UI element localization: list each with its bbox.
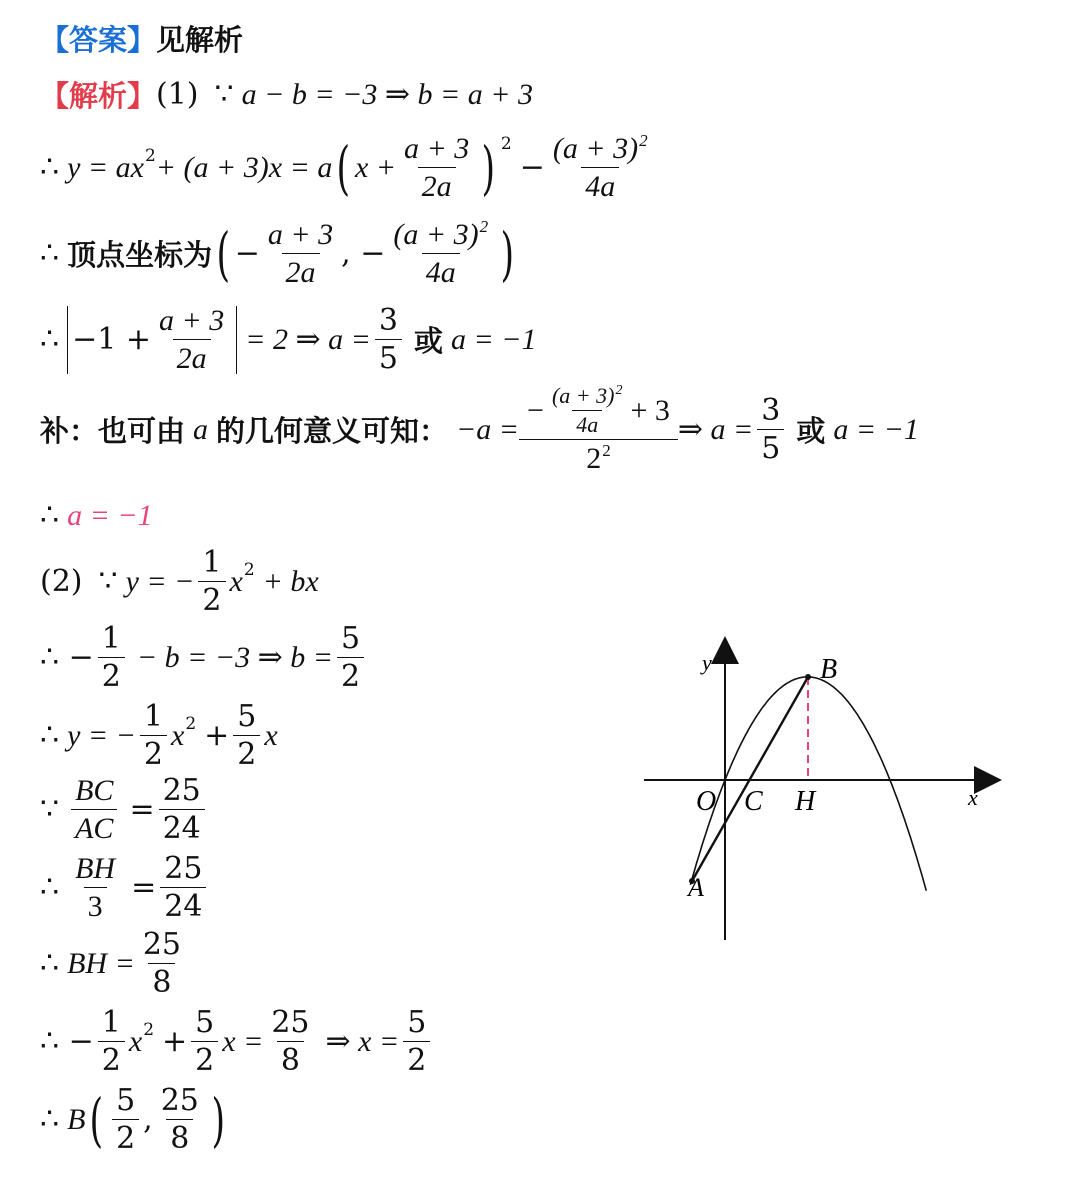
fraction (757, 394, 784, 465)
fraction (389, 218, 492, 289)
fraction-numerator: 1 (202, 545, 222, 580)
fraction-numerator: 5 (195, 1005, 215, 1040)
comma: , (143, 1102, 153, 1137)
fraction (155, 304, 228, 375)
because-symbol: ∵ (98, 564, 118, 599)
fraction-numerator: 25 (162, 773, 201, 808)
supplement-prefix: 补：也可由 (40, 414, 186, 449)
fraction (139, 928, 185, 999)
comma: , − (341, 236, 386, 271)
fraction (98, 622, 125, 693)
therefore-symbol: ∴ (40, 236, 60, 271)
fraction-numerator: a + 3 (159, 304, 225, 337)
parabola-figure (630, 630, 1010, 960)
analysis-tag: 【解析】 (40, 79, 157, 113)
analysis-line-5 (40, 384, 919, 475)
fraction (264, 218, 337, 289)
x-eq: x = (222, 1024, 264, 1058)
result: a = −1 (67, 498, 153, 532)
analysis-line-3 (40, 218, 519, 289)
fraction (233, 700, 260, 771)
label-a: A (688, 873, 704, 902)
therefore-minus: ∴ − (40, 640, 94, 675)
fraction-denominator: 2a (173, 339, 211, 375)
analysis-line-10 (40, 774, 209, 845)
exponent: 2 (144, 145, 156, 166)
point-b: B (67, 1102, 86, 1136)
therefore-symbol: ∴ (40, 322, 60, 357)
therefore-symbol: ∴ (40, 498, 60, 533)
fraction (98, 1006, 125, 1077)
fraction-numerator: 1 (143, 699, 163, 734)
fraction (191, 1006, 218, 1077)
lhs: −a = (456, 412, 520, 446)
fraction (267, 1006, 313, 1077)
label-b: B (820, 654, 838, 685)
fraction (159, 774, 205, 845)
x-var: x (128, 1024, 143, 1058)
or-text: 或 (413, 324, 443, 358)
x-var: x (229, 564, 243, 598)
answer-tag: 【答案】 (40, 23, 157, 57)
therefore-minus: ∴ − (40, 1024, 94, 1059)
fraction-numerator: $(a + 3)^2$ (552, 131, 648, 165)
equals: = (129, 792, 155, 827)
analysis-line-7: (2) ∵ y = − $\frac{1}{2}$ x 2 + bx (40, 545, 319, 618)
fraction-numerator: a + 3 (404, 132, 470, 165)
fraction-denominator: 2 (98, 1041, 125, 1077)
abs-inner: −1 + (72, 322, 151, 357)
label-h: H (795, 786, 816, 817)
fraction-numerator: 3 (378, 303, 398, 338)
fraction (160, 852, 206, 923)
fraction-denominator: 2 (112, 1119, 139, 1155)
therefore-symbol: ∴ (40, 150, 60, 185)
analysis-line-12 (40, 928, 189, 999)
arrow: ⇒ x = (325, 1025, 400, 1058)
fraction-denominator: 2 (198, 581, 225, 617)
inner-fraction: $\frac{(a + 3)^2}{4a}$ (551, 383, 623, 438)
because-symbol: ∵ (40, 792, 60, 827)
fraction-denominator: 8 (148, 963, 175, 999)
fraction-numerator: 1 (101, 1005, 121, 1040)
fraction (337, 622, 364, 693)
point-b-dot (805, 674, 811, 680)
fraction-denominator: $2^2$ (519, 439, 678, 475)
fraction-denominator: 24 (159, 809, 205, 845)
analysis-line-8 (40, 622, 368, 693)
fraction-denominator: 2 (140, 735, 167, 771)
lhs: y = − (67, 718, 136, 752)
fraction-denominator: 2a (418, 167, 456, 203)
fraction-denominator: 5 (757, 429, 784, 465)
equation: a − b = −3 ⇒ b = a + 3 (241, 78, 533, 111)
fraction-numerator: 25 (271, 1005, 310, 1040)
label-o: O (696, 786, 717, 817)
fraction-numerator: 25 (142, 927, 182, 962)
lhs: y = ax (67, 150, 144, 184)
alt-value: a = −1 (450, 322, 537, 356)
fraction-numerator: − $\frac{(a + 3)^2}{4a}$ + 3 (527, 383, 670, 438)
paren-open: ( (336, 133, 351, 202)
equation: = 2 ⇒ a = (245, 323, 371, 356)
fraction-denominator: 3 (84, 887, 107, 923)
analysis-line-11 (40, 852, 210, 923)
minus: − (234, 236, 260, 271)
analysis-line-6 (40, 498, 153, 533)
x-var: x (264, 718, 278, 752)
equation: − b = −3 ⇒ b = (136, 641, 333, 674)
fraction-denominator: 2 (98, 657, 125, 693)
mid: + (a + 3)x = a (155, 150, 333, 184)
fraction (112, 1084, 139, 1155)
analysis-line-13: ∴ − $\frac{1}{2}$ x 2 + $\frac{5}{2}$ x = $\frac{25}{8}$ ⇒ x = $\frac{5}{2}$ (40, 1006, 434, 1077)
fraction-denominator: 8 (277, 1041, 304, 1077)
plus: + (162, 1024, 188, 1059)
paren-close: ) (481, 133, 496, 202)
alt-value: a = −1 (833, 412, 919, 446)
or-text: 或 (796, 414, 826, 449)
paren-close: ) (500, 219, 515, 288)
lhs: y = − (125, 564, 195, 598)
part-1-label: (1) (156, 77, 199, 112)
rest: + bx (262, 564, 319, 598)
fraction-denominator: 4a (422, 253, 460, 289)
lhs: BH = (67, 946, 135, 980)
label-y: y (702, 650, 712, 675)
fraction-numerator: a + 3 (267, 218, 334, 251)
fraction-denominator: 2a (282, 253, 320, 289)
var-a: a (193, 412, 209, 446)
analysis-line-14 (40, 1084, 230, 1155)
fraction (140, 700, 167, 771)
fraction (400, 132, 473, 203)
fraction (71, 774, 117, 845)
fraction-denominator: 8 (166, 1119, 193, 1155)
exponent: 2 (500, 133, 512, 154)
therefore-symbol: ∴ (40, 870, 60, 905)
fraction-numerator: 5 (407, 1005, 427, 1040)
fraction (549, 132, 652, 203)
analysis-line-2 (40, 132, 656, 203)
minus: − (519, 150, 545, 185)
paren-open: ( (216, 219, 231, 288)
fraction-numerator: 5 (237, 699, 257, 734)
fraction-denominator: 4a (581, 167, 619, 203)
fraction-denominator: 2 (233, 735, 260, 771)
fraction-denominator: 5 (375, 339, 402, 375)
absolute-value (67, 306, 237, 374)
therefore-symbol: ∴ (40, 1102, 60, 1137)
fraction (375, 304, 402, 375)
paren-close: ) (211, 1085, 226, 1154)
fraction-numerator: 5 (340, 621, 361, 656)
paren-open: ( (89, 1085, 104, 1154)
fraction-denominator: 2 (191, 1041, 218, 1077)
fraction-numerator: BH (75, 852, 116, 885)
fraction-numerator: 25 (160, 1083, 199, 1118)
fraction-denominator: 24 (160, 887, 206, 923)
fraction-denominator: 2 (403, 1041, 430, 1077)
therefore-symbol: ∴ (40, 946, 60, 981)
fraction-numerator: 1 (101, 621, 121, 656)
fraction-denominator: AC (71, 809, 117, 845)
fraction-numerator: 5 (116, 1083, 136, 1118)
fraction (157, 1084, 203, 1155)
fraction-numerator: BC (75, 774, 114, 807)
answer-text: 见解析 (156, 23, 244, 57)
x-var: x (171, 718, 185, 752)
fraction-numerator: $(a + 3)^2$ (393, 217, 489, 251)
analysis-line-9: ∴ y = − $\frac{1}{2}$ x 2 + $\frac{5}{2}$ x (40, 699, 278, 772)
fraction (198, 546, 225, 617)
fraction-denominator: 2 (337, 657, 364, 693)
label-c: C (744, 786, 763, 817)
fraction-numerator: 25 (164, 851, 203, 886)
plus: + (204, 718, 230, 753)
label-x: x (968, 785, 978, 810)
analysis-line-4 (40, 304, 536, 375)
analysis-line-1 (40, 74, 533, 115)
therefore-symbol: ∴ (40, 718, 60, 753)
because-symbol: ∵ (214, 77, 234, 112)
equals: = (131, 870, 157, 905)
vertex-text: 顶点坐标为 (67, 238, 213, 272)
arrow: ⇒ a = (677, 413, 754, 447)
supplement-mid: 的几何意义可知： (216, 414, 449, 449)
fraction (403, 1006, 430, 1077)
fraction-numerator: 3 (761, 393, 781, 429)
answer-line (40, 18, 243, 59)
fraction (71, 852, 119, 923)
x-plus: x + (354, 150, 397, 184)
fraction (523, 384, 674, 475)
part-2-label: (2) (40, 564, 83, 599)
